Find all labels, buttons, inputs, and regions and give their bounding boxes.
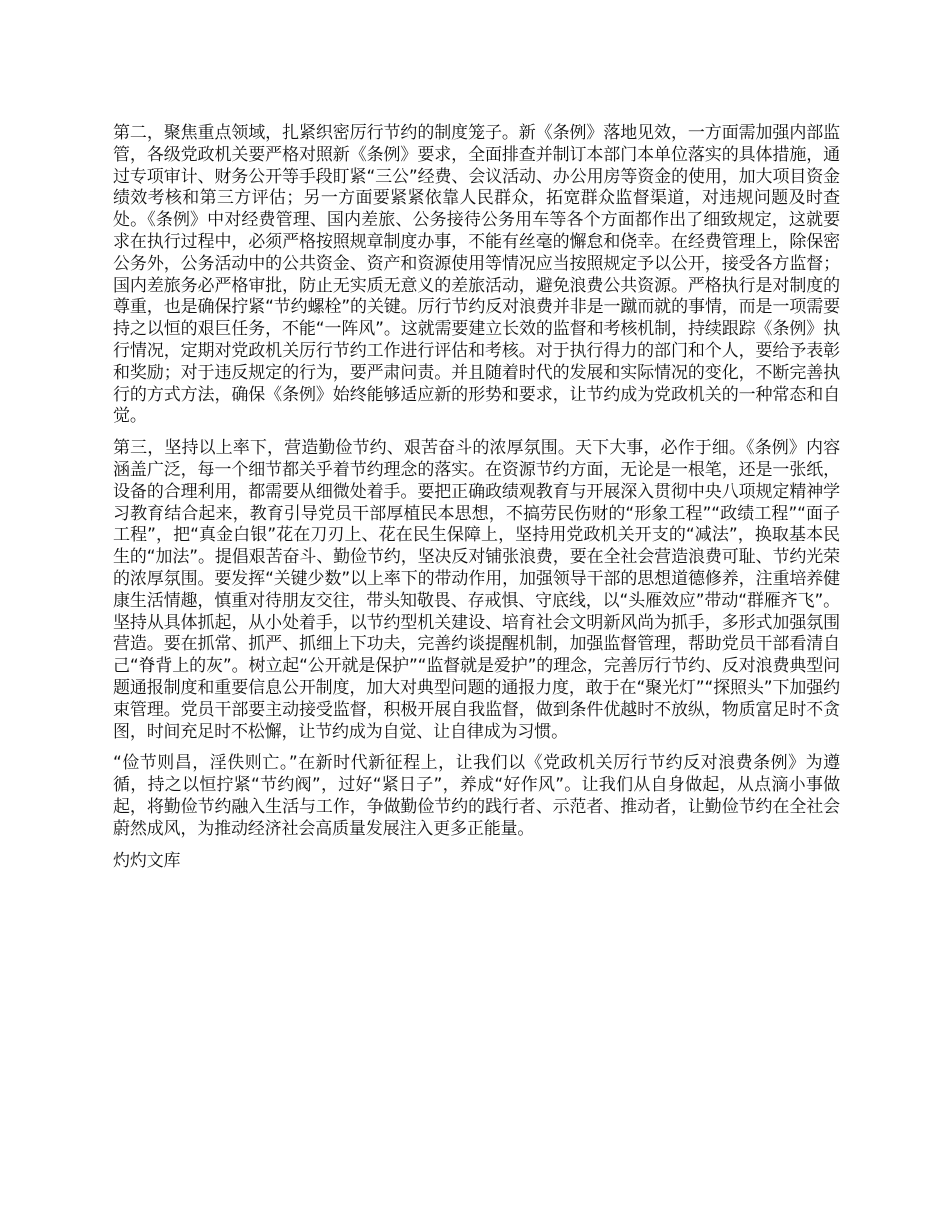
paragraph-conclusion: “俭节则昌，淫佚则亡。”在新时代新征程上，让我们以《党政机关厉行节约反对浪费条例》为遵循，持之以恒拧紧“节约阀”，过好“紧日子”，养成“好作风”。让我们从自身做起，从点滴小事做起，将勤俭节约融入生活与工作，争做勤俭节约的践行者、示范者、推动者，让勤俭节约在全社会蔚然成风，为推动经济社会高质量发展注入更多正能量。 xyxy=(113,753,840,839)
paragraph-point-three: 第三，坚持以上率下，营造勤俭节约、艰苦奋斗的浓厚氛围。天下大事，必作于细。《条例》内容涵盖广泛，每一个细节都关乎着节约理念的落实。在资源节约方面，无论是一根笔，还是一张纸，设备的合理利用，都需要从细微处着手。要把正确政绩观教育与开展深入贯彻中央八项规定精神学习教育结合起来，教育引导党员干部厚植民本思想，不搞劳民伤财的“形象工程”“政绩工程”“面子工程”，把“真金白银”花在刀刃上、花在民生保障上，坚持用党政机关开支的“减法”，换取基本民生的“加法”。提倡艰苦奋斗、勤俭节约，坚决反对铺张浪费，要在全社会营造浪费可耻、节约光荣的浓厚氛围。要发挥“关键少数”以上率下的带动作用，加强领导干部的思想道德修养，注重培养健康生活情趣，慎重对待朋友交往，带头知敬畏、存戒惧、守底线，以“头雁效应”带动“群雁齐飞”。坚持从具体抓起，从小处着手，以节约型机关建设、培育社会文明新风尚为抓手，多形式加强氛围营造。要在抓常、抓严、抓细上下功夫，完善约谈提醒机制，加强监督管理，帮助党员干部看清自己“脊背上的灰”。树立起“公开就是保护”“监督就是爱护”的理念，完善厉行节约、反对浪费典型问题通报制度和重要信息公开制度，加大对典型问题的通报力度，敢于在“聚光灯”“探照头”下加强约束管理。党员干部要主动接受监督，积极开展自我监督，做到条件优越时不放纵，物质富足时不贪图，时间充足时不松懈，让节约成为自觉、让自律成为习惯。 xyxy=(113,438,840,742)
paragraph-point-two: 第二，聚焦重点领域，扎紧织密厉行节约的制度笼子。新《条例》落地见效，一方面需加强内部监管，各级党政机关要严格对照新《条例》要求，全面排查并制订本部门本单位落实的具体措施，通过专项审计、财务公开等手段盯紧“三公”经费、会议活动、办公用房等资金的使用，加大项目资金绩效考核和第三方评估；另一方面要紧紧依靠人民群众，拓宽群众监督渠道，对违规问题及时查处。《条例》中对经费管理、国内差旅、公务接待公务用车等各个方面都作出了细致规定，这就要求在执行过程中，必须严格按照规章制度办事，不能有丝毫的懈怠和侥幸。在经费管理上，除保密公务外，公务活动中的公共资金、资产和资源使用等情况应当按照规定予以公开，接受各方监督；国内差旅务必严格审批，防止无实质无意义的差旅活动，避免浪费公共资源。严格执行是对制度的尊重，也是确保拧紧“节约螺栓”的关键。厉行节约反对浪费并非是一蹴而就的事情，而是一项需要持之以恒的艰巨任务，不能“一阵风”。这就需要建立长效的监督和考核机制，持续跟踪《条例》执行情况，定期对党政机关厉行节约工作进行评估和考核。对于执行得力的部门和个人，要给予表彰和奖励；对于违反规定的行为，要严肃问责。并且随着时代的发展和实际情况的变化，不断完善执行的方式方法，确保《条例》始终能够适应新的形势和要求，让节约成为党政机关的一种常态和自觉。 xyxy=(113,123,840,427)
document-body xyxy=(113,123,840,872)
source-label: 灼灼文库 xyxy=(113,850,181,871)
